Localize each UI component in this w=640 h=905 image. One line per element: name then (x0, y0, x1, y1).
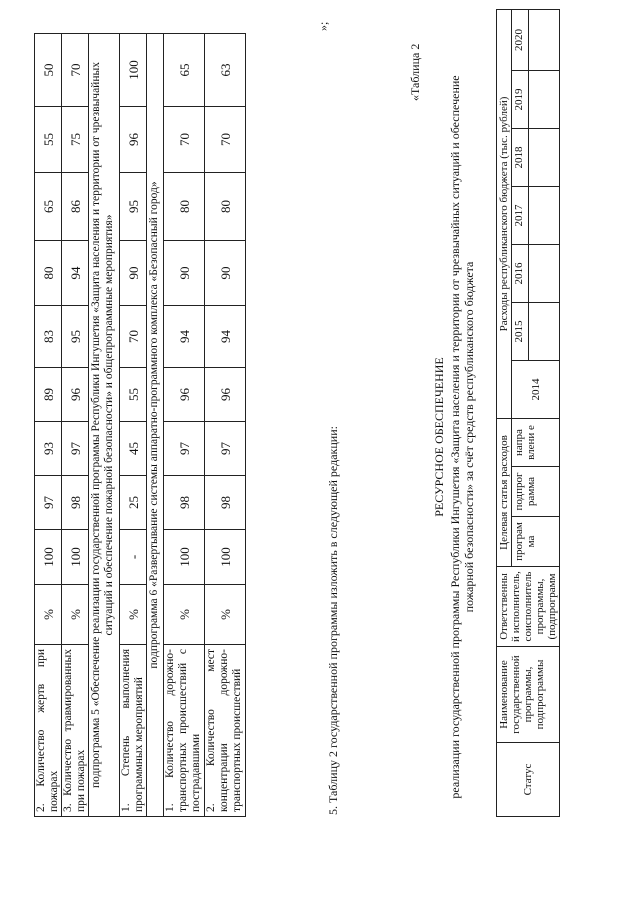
value-cell: 100 (62, 530, 89, 585)
value-cell: 96 (205, 368, 246, 422)
year-header: 2017 (512, 187, 529, 245)
value-cell: 63 (205, 34, 246, 107)
empty-cell (529, 71, 560, 129)
subprogram-header: подпрог рамма (512, 467, 560, 517)
section-title: РЕСУРСНОЕ ОБЕСПЕЧЕНИЕ (432, 357, 446, 517)
value-cell: 70 (62, 34, 89, 107)
unit-cell: % (120, 585, 147, 645)
subprogram-6-title: подпрограмма 6 «Развертывание системы аппаратно-программного комплекса «Безопасный город» (147, 34, 164, 817)
subprogram-header-row (147, 34, 164, 817)
value-cell: 97 (164, 422, 205, 476)
empty-cell (529, 9, 560, 70)
program-header: програм ма (512, 517, 560, 567)
value-cell: 70 (120, 306, 147, 368)
value-cell: 80 (35, 241, 62, 306)
indicator-name: 1. Степень выполнения программных мероприятий (120, 645, 147, 817)
table-number: «Таблица 2 (408, 43, 422, 101)
table-row (62, 34, 89, 817)
value-cell: 96 (164, 368, 205, 422)
value-cell: 65 (35, 173, 62, 241)
value-cell: 94 (205, 306, 246, 368)
table-row (120, 34, 147, 817)
point-5-text: 5. Таблицу 2 государственной программы изложить в следующей редакции: (326, 426, 340, 815)
value-cell: 93 (35, 422, 62, 476)
value-cell: 98 (205, 476, 246, 530)
value-cell: 50 (35, 34, 62, 107)
year-header: 2016 (512, 245, 529, 303)
unit-cell: % (62, 585, 89, 645)
value-cell: 95 (62, 306, 89, 368)
value-cell: 97 (35, 476, 62, 530)
year-header: 2019 (512, 71, 529, 129)
value-cell: 25 (120, 476, 147, 530)
unit-cell: % (35, 585, 62, 645)
value-cell: 100 (164, 530, 205, 585)
resource-table-header (496, 9, 560, 817)
value-cell: 95 (120, 173, 147, 241)
table-row (205, 34, 246, 817)
value-cell: 96 (120, 107, 147, 173)
closing-quote-mark: »; (316, 21, 330, 31)
indicator-name: 2. Количество мест концентрации дорожно-транспортных происшествий (205, 645, 246, 817)
value-cell: 83 (35, 306, 62, 368)
year-header: 2014 (512, 361, 560, 419)
unit-cell: % (164, 585, 205, 645)
value-cell: 90 (120, 241, 147, 306)
value-cell: 86 (62, 173, 89, 241)
indicator-name: 2. Количество жертв при пожарах (35, 645, 62, 817)
empty-cell (529, 245, 560, 303)
year-header: 2018 (512, 129, 529, 187)
value-cell: 55 (120, 368, 147, 422)
value-cell: 90 (164, 241, 205, 306)
value-cell: 97 (205, 422, 246, 476)
table-row (35, 34, 62, 817)
value-cell: 55 (35, 107, 62, 173)
value-cell: 80 (205, 173, 246, 241)
subprogram-5-title: подпрограмма 5 «Обеспечение реализации государственной программы Республики Ингушетия «Защита населения и территории от чрезвычайных ситуаций и обеспечение пожарной безопасности» и общепрограммные мероприятия» (89, 34, 120, 817)
value-cell: 100 (205, 530, 246, 585)
name-header: Наименование государственной программы, подпрограммы (497, 647, 560, 743)
value-cell: 70 (164, 107, 205, 173)
value-cell: 89 (35, 368, 62, 422)
value-cell: 100 (120, 34, 147, 107)
value-cell: 97 (62, 422, 89, 476)
indicator-name: 1. Количество дорожно-транспортных происшествий с пострадавшими (164, 645, 205, 817)
responsible-header: Ответственны й исполнитель, соисполнитель программы, (подпрограмм (497, 567, 560, 647)
empty-cell (529, 129, 560, 187)
value-cell: 90 (205, 241, 246, 306)
value-cell: 94 (62, 241, 89, 306)
value-cell: 98 (164, 476, 205, 530)
empty-cell (529, 303, 560, 361)
year-header: 2020 (512, 9, 529, 70)
value-cell: 96 (62, 368, 89, 422)
table-row (164, 34, 205, 817)
value-cell: 70 (205, 107, 246, 173)
subprogram-header-row (89, 34, 120, 817)
direction-header: напра влени е (512, 419, 560, 467)
value-cell: 45 (120, 422, 147, 476)
unit-cell: % (205, 585, 246, 645)
value-cell: 94 (164, 306, 205, 368)
expenses-header: Расходы республиканского бюджета (тыс. рублей) (497, 9, 512, 418)
value-cell: 80 (164, 173, 205, 241)
value-cell: - (120, 530, 147, 585)
empty-cell (529, 187, 560, 245)
value-cell: 100 (35, 530, 62, 585)
indicators-table (34, 33, 246, 817)
value-cell: 65 (164, 34, 205, 107)
value-cell: 75 (62, 107, 89, 173)
table-header-row (497, 9, 512, 816)
target-article-header: Целевая статья расходов (497, 419, 512, 567)
indicator-name: 3. Количество травмированных при пожарах (62, 645, 89, 817)
year-header: 2015 (512, 303, 529, 361)
status-header: Статус (497, 743, 560, 817)
value-cell: 98 (62, 476, 89, 530)
section-subtitle: реализации государственной программы Республики Ингушетия «Защита населения и территории от чрезвычайных ситуаций и обеспечение пожарной безопасности» за счёт средств республиканского бюджета (448, 75, 476, 799)
